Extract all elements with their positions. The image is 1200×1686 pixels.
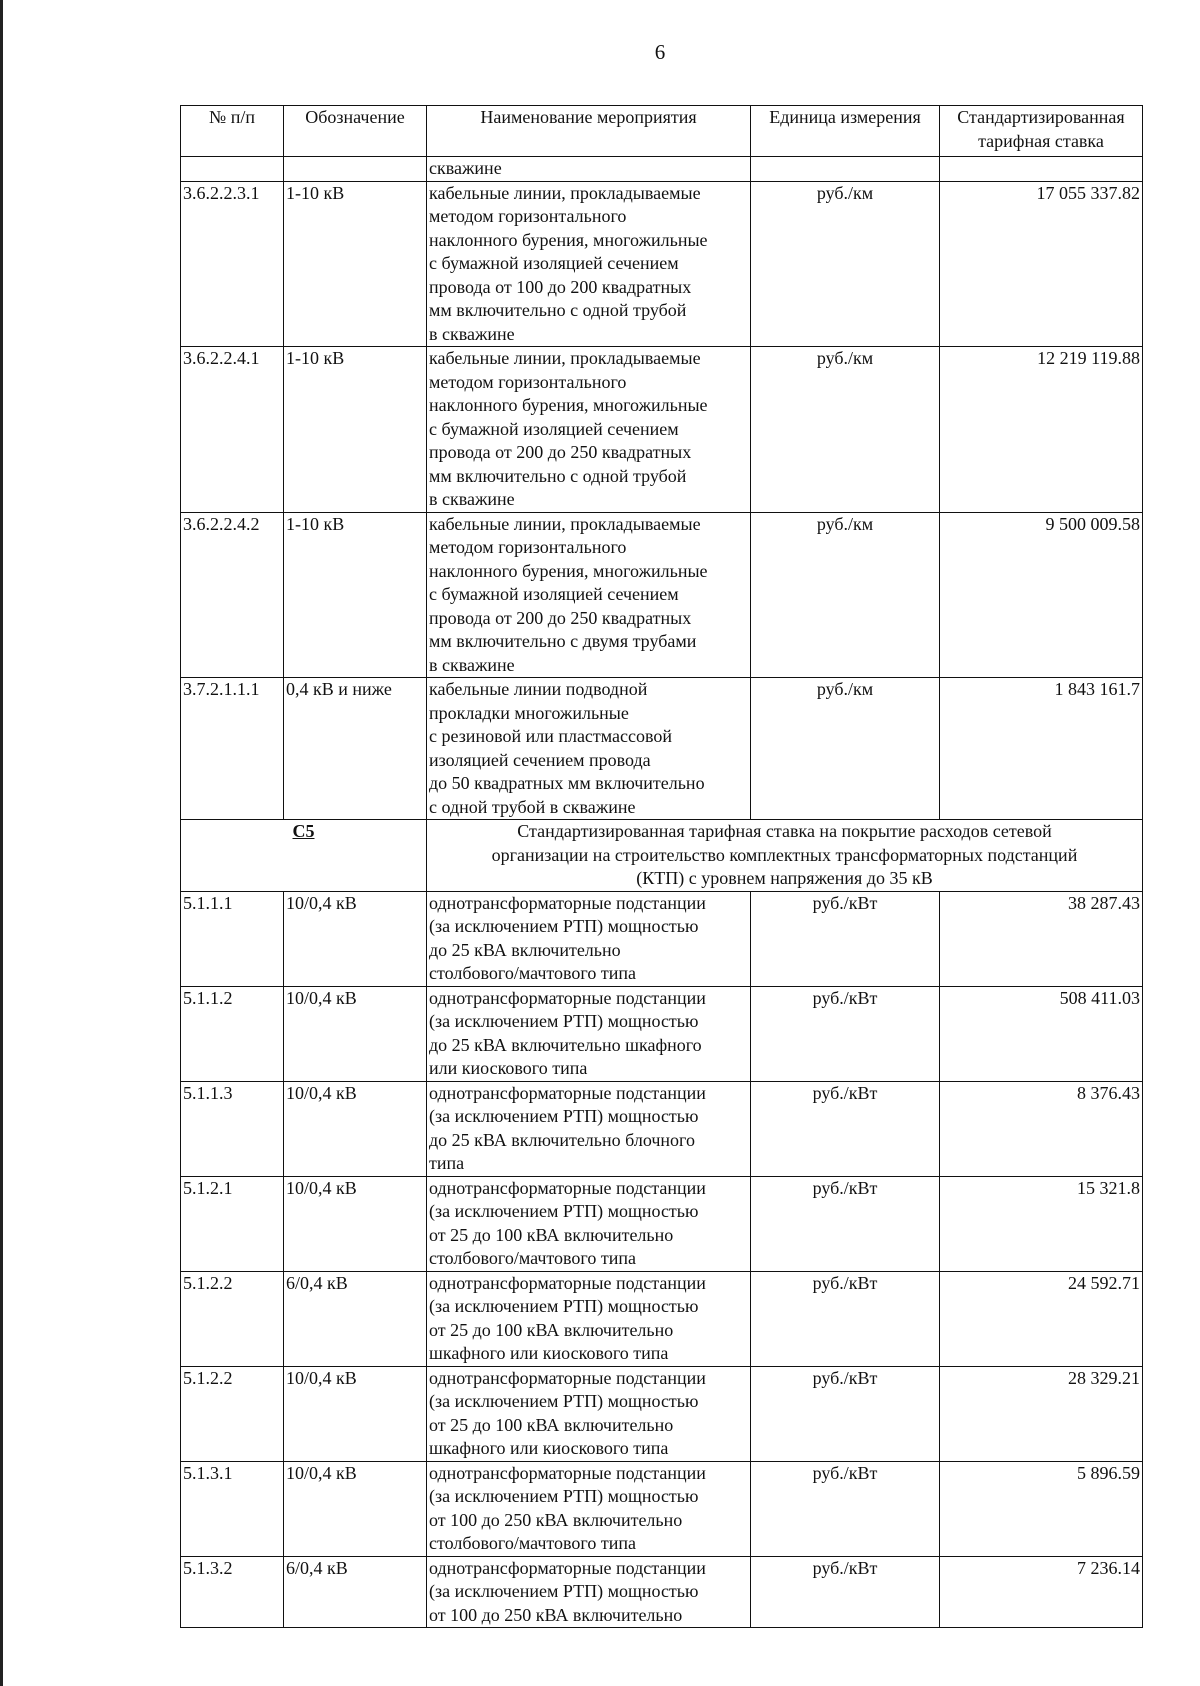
row-rate: 8 376.43 xyxy=(940,1081,1143,1176)
header-name: Наименование мероприятия xyxy=(427,106,751,157)
continuation-name: скважине xyxy=(427,157,751,182)
row-number: 5.1.3.2 xyxy=(181,1556,284,1628)
row-unit: руб./кВт xyxy=(751,1271,940,1366)
section-row xyxy=(181,820,1143,892)
row-code: 6/0,4 кВ xyxy=(284,1271,427,1366)
row-name: однотрансформаторные подстанции (за исключением РТП) мощностью до 25 кВА включительно столбового/мачтового типа xyxy=(427,891,751,986)
row-number: 5.1.3.1 xyxy=(181,1461,284,1556)
row-name: кабельные линии, прокладываемые методом горизонтального наклонного бурения, многожильные с бумажной изоляцией сечением провода от 100 до 200 квадратных мм включительно с одной трубой в скважине xyxy=(427,181,751,347)
page-number: 6 xyxy=(654,40,666,64)
scan-edge xyxy=(0,0,3,1686)
row-name: однотрансформаторные подстанции (за исключением РТП) мощностью от 25 до 100 кВА включительно шкафного или киоскового типа xyxy=(427,1366,751,1461)
table-row xyxy=(181,1556,1143,1628)
continuation-code xyxy=(284,157,427,182)
row-unit: руб./кВт xyxy=(751,1176,940,1271)
row-number: 5.1.1.3 xyxy=(181,1081,284,1176)
row-number: 5.1.2.1 xyxy=(181,1176,284,1271)
table-row xyxy=(181,347,1143,513)
row-unit: руб./кВт xyxy=(751,891,940,986)
header-number: № п/п xyxy=(181,106,284,157)
row-unit: руб./км xyxy=(751,347,940,513)
row-number: 3.6.2.2.3.1 xyxy=(181,181,284,347)
row-number: 5.1.1.1 xyxy=(181,891,284,986)
row-code: 10/0,4 кВ xyxy=(284,1366,427,1461)
header-rate: Стандартизированная тарифная ставка xyxy=(940,106,1143,157)
row-code: 6/0,4 кВ xyxy=(284,1556,427,1628)
row-unit: руб./кВт xyxy=(751,1366,940,1461)
table-body xyxy=(181,157,1143,1628)
table-row xyxy=(181,891,1143,986)
row-rate: 38 287.43 xyxy=(940,891,1143,986)
row-rate: 508 411.03 xyxy=(940,986,1143,1081)
row-code: 10/0,4 кВ xyxy=(284,1081,427,1176)
row-name: однотрансформаторные подстанции (за исключением РТП) мощностью от 25 до 100 кВА включительно столбового/мачтового типа xyxy=(427,1176,751,1271)
continuation-unit xyxy=(751,157,940,182)
row-unit: руб./кВт xyxy=(751,1556,940,1628)
row-name: однотрансформаторные подстанции (за исключением РТП) мощностью от 25 до 100 кВА включительно шкафного или киоскового типа xyxy=(427,1271,751,1366)
table-row xyxy=(181,181,1143,347)
row-number: 5.1.2.2 xyxy=(181,1271,284,1366)
row-name: кабельные линии подводной прокладки многожильные с резиновой или пластмассовой изоляцией сечением провода до 50 квадратных мм включительно с одной трубой в скважине xyxy=(427,678,751,820)
row-rate: 17 055 337.82 xyxy=(940,181,1143,347)
row-name: кабельные линии, прокладываемые методом горизонтального наклонного бурения, многожильные с бумажной изоляцией сечением провода от 200 до 250 квадратных мм включительно с одной трубой в скважине xyxy=(427,347,751,513)
row-number: 5.1.1.2 xyxy=(181,986,284,1081)
row-code: 10/0,4 кВ xyxy=(284,891,427,986)
row-code: 1-10 кВ xyxy=(284,512,427,678)
row-number: 3.6.2.2.4.1 xyxy=(181,347,284,513)
table-row xyxy=(181,1271,1143,1366)
row-rate: 28 329.21 xyxy=(940,1366,1143,1461)
row-code: 1-10 кВ xyxy=(284,347,427,513)
table-header-row xyxy=(181,106,1143,157)
row-code: 10/0,4 кВ xyxy=(284,1461,427,1556)
continuation-rate xyxy=(940,157,1143,182)
table-row xyxy=(181,1176,1143,1271)
row-unit: руб./кВт xyxy=(751,1461,940,1556)
tariff-table xyxy=(180,105,1143,1628)
row-name: однотрансформаторные подстанции (за исключением РТП) мощностью от 100 до 250 кВА включительно xyxy=(427,1556,751,1628)
header-unit: Единица измерения xyxy=(751,106,940,157)
row-unit: руб./км xyxy=(751,678,940,820)
table-row xyxy=(181,1081,1143,1176)
row-rate: 5 896.59 xyxy=(940,1461,1143,1556)
row-name: однотрансформаторные подстанции (за исключением РТП) мощностью от 100 до 250 кВА включительно столбового/мачтового типа xyxy=(427,1461,751,1556)
row-code: 1-10 кВ xyxy=(284,181,427,347)
row-number: 3.6.2.2.4.2 xyxy=(181,512,284,678)
row-rate: 1 843 161.7 xyxy=(940,678,1143,820)
row-name: однотрансформаторные подстанции (за исключением РТП) мощностью до 25 кВА включительно блочного типа xyxy=(427,1081,751,1176)
continuation-row xyxy=(181,157,1143,182)
row-unit: руб./кВт xyxy=(751,986,940,1081)
section-title: Стандартизированная тарифная ставка на покрытие расходов сетевой организации на строительство комплектных трансформаторных подстанций (КТП) с уровнем напряжения до 35 кВ xyxy=(427,820,1143,892)
table-row xyxy=(181,512,1143,678)
row-code: 10/0,4 кВ xyxy=(284,1176,427,1271)
row-unit: руб./кВт xyxy=(751,1081,940,1176)
row-rate: 24 592.71 xyxy=(940,1271,1143,1366)
table-row xyxy=(181,1366,1143,1461)
section-code: С5 xyxy=(181,820,427,892)
header-code: Обозначение xyxy=(284,106,427,157)
table-row xyxy=(181,1461,1143,1556)
row-rate: 15 321.8 xyxy=(940,1176,1143,1271)
row-code: 0,4 кВ и ниже xyxy=(284,678,427,820)
row-rate: 7 236.14 xyxy=(940,1556,1143,1628)
row-rate: 9 500 009.58 xyxy=(940,512,1143,678)
row-number: 5.1.2.2 xyxy=(181,1366,284,1461)
row-unit: руб./км xyxy=(751,181,940,347)
row-unit: руб./км xyxy=(751,512,940,678)
row-name: однотрансформаторные подстанции (за исключением РТП) мощностью до 25 кВА включительно шкафного или киоскового типа xyxy=(427,986,751,1081)
row-number: 3.7.2.1.1.1 xyxy=(181,678,284,820)
table-row xyxy=(181,986,1143,1081)
table-row xyxy=(181,678,1143,820)
row-rate: 12 219 119.88 xyxy=(940,347,1143,513)
continuation-num xyxy=(181,157,284,182)
row-code: 10/0,4 кВ xyxy=(284,986,427,1081)
row-name: кабельные линии, прокладываемые методом горизонтального наклонного бурения, многожильные с бумажной изоляцией сечением провода от 200 до 250 квадратных мм включительно с двумя трубами в скважине xyxy=(427,512,751,678)
